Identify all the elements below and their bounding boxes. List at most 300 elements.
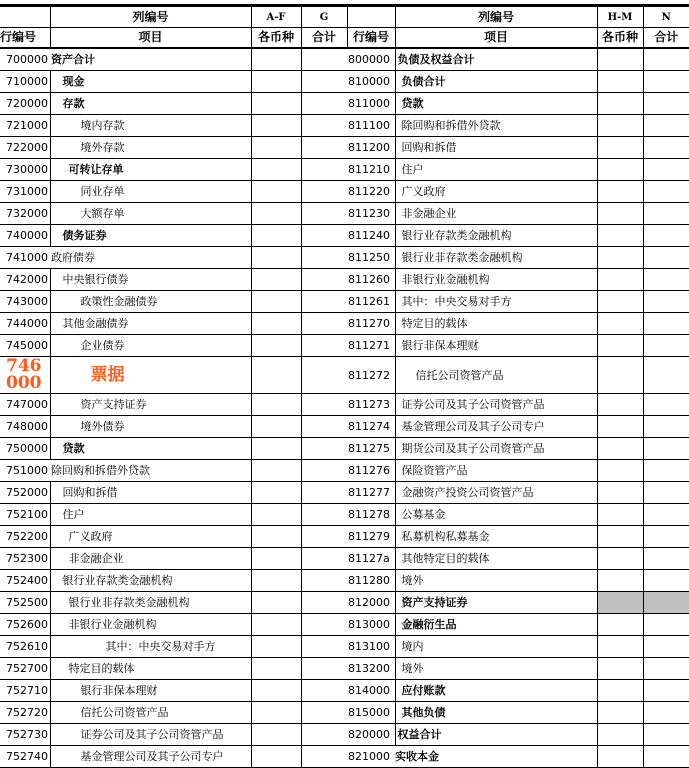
currency-cell[interactable] <box>597 137 643 159</box>
row-code-right: 811271 <box>347 335 395 357</box>
currency-cell[interactable] <box>597 548 643 570</box>
total-cell[interactable] <box>301 570 347 592</box>
table-row <box>0 416 689 438</box>
currency-cell[interactable] <box>597 438 643 460</box>
total-cell[interactable] <box>643 394 689 416</box>
total-cell[interactable] <box>643 526 689 548</box>
table-row <box>0 614 689 636</box>
currency-header-left: 各币种 <box>251 28 301 49</box>
row-item-right: 住户 <box>395 159 597 181</box>
row-code-left: 752300 <box>0 548 50 570</box>
total-cell[interactable] <box>643 335 689 357</box>
row-item-left: 境外债券 <box>50 416 251 438</box>
table-row <box>0 636 689 658</box>
corner-cell-right <box>347 6 395 28</box>
currency-cell[interactable] <box>251 225 301 247</box>
currency-cell[interactable] <box>597 658 643 680</box>
row-item-left: 境内存款 <box>50 115 251 137</box>
row-code-left: 751000 <box>0 460 50 482</box>
row-item-right: 信托公司资管产品 <box>395 357 597 394</box>
total-cell-shaded[interactable] <box>643 592 689 614</box>
row-item-right: 非金融企业 <box>395 203 597 225</box>
row-code-left: 752730 <box>0 724 50 746</box>
row-code-right: 811000 <box>347 93 395 115</box>
currency-cell[interactable] <box>251 680 301 702</box>
row-item-right: 保险资管产品 <box>395 460 597 482</box>
table-row <box>0 335 689 357</box>
row-item-left: 非金融企业 <box>50 548 251 570</box>
currency-cell[interactable] <box>597 482 643 504</box>
row-item-left: 资产合计 <box>50 48 251 71</box>
currency-cell[interactable] <box>597 702 643 724</box>
currency-cell[interactable] <box>597 504 643 526</box>
currency-cell[interactable] <box>251 137 301 159</box>
row-code-right: 811200 <box>347 137 395 159</box>
table-row <box>0 438 689 460</box>
total-cell[interactable] <box>301 115 347 137</box>
row-code-left: 745000 <box>0 335 50 357</box>
row-code-right: 811276 <box>347 460 395 482</box>
row-item-left: 广义政府 <box>50 526 251 548</box>
row-item-right: 其中：中央交易对手方 <box>395 291 597 313</box>
total-cell[interactable] <box>643 438 689 460</box>
table-row <box>0 658 689 680</box>
row-item-left: 其中：中央交易对手方 <box>50 636 251 658</box>
total-cell[interactable] <box>301 93 347 115</box>
row-item-left: 企业债券 <box>50 335 251 357</box>
row-item-left: 债务证券 <box>50 225 251 247</box>
item-header-left: 项目 <box>50 28 251 49</box>
row-item-left: 可转让存单 <box>50 159 251 181</box>
table-row <box>0 526 689 548</box>
row-code-left: 700000 <box>0 48 50 71</box>
table-row <box>0 291 689 313</box>
row-code-right: 815000 <box>347 702 395 724</box>
total-cell[interactable] <box>301 335 347 357</box>
row-item-right: 境内 <box>395 636 597 658</box>
row-code-left: 732000 <box>0 203 50 225</box>
currency-cell[interactable] <box>251 702 301 724</box>
row-code-left: 744000 <box>0 313 50 335</box>
row-item-left: 贷款 <box>50 438 251 460</box>
total-cell[interactable] <box>301 357 347 394</box>
currency-cell[interactable] <box>251 357 301 394</box>
row-item-left: 其他金融债券 <box>50 313 251 335</box>
row-item-left: 信托公司资管产品 <box>50 702 251 724</box>
total-cell[interactable] <box>643 48 689 71</box>
currency-cell[interactable] <box>251 71 301 93</box>
total-cell[interactable] <box>643 460 689 482</box>
row-item-left: 非银行业金融机构 <box>50 614 251 636</box>
row-code-right: 811270 <box>347 313 395 335</box>
row-item-right: 境外 <box>395 570 597 592</box>
currency-cell[interactable] <box>251 482 301 504</box>
row-item-right: 权益合计 <box>395 724 597 746</box>
row-no-header-left: 行编号 <box>0 28 50 49</box>
row-code-right: 811279 <box>347 526 395 548</box>
total-cell[interactable] <box>301 416 347 438</box>
row-code-left: 750000 <box>0 438 50 460</box>
currency-cell[interactable] <box>251 203 301 225</box>
currency-cell[interactable] <box>597 225 643 247</box>
currency-cell[interactable] <box>597 394 643 416</box>
total-cell[interactable] <box>301 680 347 702</box>
currency-cell[interactable] <box>251 181 301 203</box>
row-item-left: 基金管理公司及其子公司专户 <box>50 746 251 768</box>
table-row <box>0 203 689 225</box>
row-code-right: 811274 <box>347 416 395 438</box>
row-item-right: 特定目的载体 <box>395 313 597 335</box>
row-code-right: 811275 <box>347 438 395 460</box>
currency-cell[interactable] <box>251 313 301 335</box>
row-item-right: 贷款 <box>395 93 597 115</box>
total-cell[interactable] <box>643 93 689 115</box>
row-code-right: 800000 <box>347 48 395 71</box>
row-code-left: 752700 <box>0 658 50 680</box>
row-item-right: 期货公司及其子公司资管产品 <box>395 438 597 460</box>
total-cell[interactable] <box>643 291 689 313</box>
currency-cell[interactable] <box>597 724 643 746</box>
total-cell[interactable] <box>643 313 689 335</box>
row-code-left: 752610 <box>0 636 50 658</box>
currency-cell[interactable] <box>251 614 301 636</box>
currency-cell[interactable] <box>251 115 301 137</box>
row-code-left: 747000 <box>0 394 50 416</box>
table-row <box>0 115 689 137</box>
currency-cell[interactable] <box>251 159 301 181</box>
total-cell[interactable] <box>301 48 347 71</box>
currency-cell[interactable] <box>251 724 301 746</box>
total-cell[interactable] <box>643 115 689 137</box>
currency-cell[interactable] <box>597 526 643 548</box>
total-cell[interactable] <box>643 658 689 680</box>
row-item-left: 银行非保本理财 <box>50 680 251 702</box>
table-row <box>0 48 689 71</box>
currency-cell[interactable] <box>597 181 643 203</box>
table-row <box>0 137 689 159</box>
table-row <box>0 93 689 115</box>
table-row <box>0 724 689 746</box>
row-code-left: 743000 <box>0 291 50 313</box>
balance-sheet-table <box>0 4 689 768</box>
total-cell[interactable] <box>301 636 347 658</box>
row-code-left: 752000 <box>0 482 50 504</box>
row-code-right: 81127a <box>347 548 395 570</box>
total-cell[interactable] <box>643 504 689 526</box>
row-code-left-highlighted: 746000 <box>0 357 50 394</box>
currency-cell[interactable] <box>597 291 643 313</box>
currency-cell[interactable] <box>597 48 643 71</box>
currency-cell[interactable] <box>597 335 643 357</box>
currency-cell[interactable] <box>251 658 301 680</box>
row-no-header-right: 行编号 <box>347 28 395 49</box>
row-item-right: 基金管理公司及其子公司专户 <box>395 416 597 438</box>
total-cell[interactable] <box>301 504 347 526</box>
row-code-right: 811261 <box>347 291 395 313</box>
total-cell[interactable] <box>643 636 689 658</box>
row-code-right: 820000 <box>347 724 395 746</box>
row-item-left: 境外存款 <box>50 137 251 159</box>
table-row <box>0 159 689 181</box>
col-label-right: 列编号 <box>395 6 597 28</box>
row-item-left: 住户 <box>50 504 251 526</box>
row-code-left: 748000 <box>0 416 50 438</box>
row-code-left: 731000 <box>0 181 50 203</box>
total-cell[interactable] <box>301 137 347 159</box>
row-code-left: 752600 <box>0 614 50 636</box>
currency-cell[interactable] <box>251 592 301 614</box>
row-code-left: 722000 <box>0 137 50 159</box>
currency-cell[interactable] <box>597 746 643 768</box>
total-header-right: 合计 <box>643 28 689 49</box>
row-code-left: 752720 <box>0 702 50 724</box>
row-code-right: 811273 <box>347 394 395 416</box>
total-cell[interactable] <box>643 746 689 768</box>
total-cell[interactable] <box>301 592 347 614</box>
table-row <box>0 482 689 504</box>
total-cell[interactable] <box>643 71 689 93</box>
row-code-right: 811230 <box>347 203 395 225</box>
currency-cell[interactable] <box>597 570 643 592</box>
row-item-right: 回购和拆借 <box>395 137 597 159</box>
row-code-left: 720000 <box>0 93 50 115</box>
total-cell[interactable] <box>301 548 347 570</box>
total-cell[interactable] <box>643 614 689 636</box>
total-cell[interactable] <box>643 702 689 724</box>
table-row <box>0 394 689 416</box>
row-item-right: 除回购和拆借外贷款 <box>395 115 597 137</box>
total-cell[interactable] <box>301 203 347 225</box>
col-code-n: N <box>643 6 689 28</box>
row-item-left: 政府债券 <box>50 247 251 269</box>
row-item-right: 证券公司及其子公司资管产品 <box>395 394 597 416</box>
row-code-left: 730000 <box>0 159 50 181</box>
row-item-right: 银行业非存款类金融机构 <box>395 247 597 269</box>
row-code-left: 741000 <box>0 247 50 269</box>
total-cell[interactable] <box>301 247 347 269</box>
total-cell[interactable] <box>301 526 347 548</box>
row-item-left: 特定目的载体 <box>50 658 251 680</box>
currency-cell[interactable] <box>597 269 643 291</box>
row-item-right: 金融资产投资公司资管产品 <box>395 482 597 504</box>
item-header-right: 项目 <box>395 28 597 49</box>
currency-cell[interactable] <box>251 394 301 416</box>
row-item-right: 公募基金 <box>395 504 597 526</box>
currency-cell[interactable] <box>251 570 301 592</box>
total-cell[interactable] <box>643 269 689 291</box>
row-code-right: 813000 <box>347 614 395 636</box>
total-cell[interactable] <box>643 181 689 203</box>
row-item-left: 同业存单 <box>50 181 251 203</box>
row-code-right: 811250 <box>347 247 395 269</box>
row-item-left: 银行业存款类金融机构 <box>50 570 251 592</box>
total-cell[interactable] <box>643 137 689 159</box>
row-code-right: 811210 <box>347 159 395 181</box>
currency-cell[interactable] <box>597 636 643 658</box>
total-cell[interactable] <box>301 269 347 291</box>
row-code-right: 812000 <box>347 592 395 614</box>
row-code-right: 821000 <box>347 746 395 768</box>
currency-cell[interactable] <box>251 269 301 291</box>
row-item-right: 银行非保本理财 <box>395 335 597 357</box>
row-code-left: 721000 <box>0 115 50 137</box>
total-cell[interactable] <box>643 357 689 394</box>
row-code-right: 811277 <box>347 482 395 504</box>
row-code-right: 811220 <box>347 181 395 203</box>
total-cell[interactable] <box>643 482 689 504</box>
row-item-left: 大额存单 <box>50 203 251 225</box>
col-code-h-m: H-M <box>597 6 643 28</box>
row-item-right: 金融衍生品 <box>395 614 597 636</box>
total-cell[interactable] <box>301 313 347 335</box>
row-item-left-highlighted: 票据 <box>50 357 251 394</box>
row-code-left: 740000 <box>0 225 50 247</box>
row-item-right: 资产支持证券 <box>395 592 597 614</box>
row-code-right: 811260 <box>347 269 395 291</box>
currency-cell[interactable] <box>251 746 301 768</box>
total-cell[interactable] <box>643 548 689 570</box>
currency-cell[interactable] <box>597 247 643 269</box>
table-row <box>0 570 689 592</box>
currency-cell[interactable] <box>597 115 643 137</box>
col-code-g: G <box>301 6 347 28</box>
total-cell[interactable] <box>643 247 689 269</box>
table-row-highlighted <box>0 357 689 394</box>
row-code-left: 742000 <box>0 269 50 291</box>
currency-cell[interactable] <box>251 247 301 269</box>
total-cell[interactable] <box>643 724 689 746</box>
row-item-right: 负债及权益合计 <box>395 48 597 71</box>
total-cell[interactable] <box>301 460 347 482</box>
currency-cell[interactable] <box>251 548 301 570</box>
currency-header-right: 各币种 <box>597 28 643 49</box>
currency-cell[interactable] <box>251 460 301 482</box>
currency-cell[interactable] <box>597 357 643 394</box>
header-row-column-codes <box>0 6 689 28</box>
row-item-right: 负债合计 <box>395 71 597 93</box>
total-cell[interactable] <box>301 658 347 680</box>
currency-cell-shaded[interactable] <box>597 592 643 614</box>
row-item-right: 应付账款 <box>395 680 597 702</box>
table-row <box>0 702 689 724</box>
total-cell[interactable] <box>301 71 347 93</box>
currency-cell[interactable] <box>251 504 301 526</box>
table-row <box>0 504 689 526</box>
currency-cell[interactable] <box>251 636 301 658</box>
table-row <box>0 225 689 247</box>
row-item-left: 证券公司及其子公司资管产品 <box>50 724 251 746</box>
currency-cell[interactable] <box>597 614 643 636</box>
corner-cell <box>0 6 50 28</box>
currency-cell[interactable] <box>251 526 301 548</box>
col-code-a-f: A-F <box>251 6 301 28</box>
row-code-right: 810000 <box>347 71 395 93</box>
row-code-right: 811280 <box>347 570 395 592</box>
currency-cell[interactable] <box>597 313 643 335</box>
table-row <box>0 592 689 614</box>
row-code-right: 811272 <box>347 357 395 394</box>
currency-cell[interactable] <box>597 93 643 115</box>
total-cell[interactable] <box>301 438 347 460</box>
row-item-right: 其他负债 <box>395 702 597 724</box>
row-item-left: 资产支持证券 <box>50 394 251 416</box>
currency-cell[interactable] <box>251 438 301 460</box>
total-cell[interactable] <box>301 614 347 636</box>
total-cell[interactable] <box>643 416 689 438</box>
currency-cell[interactable] <box>597 680 643 702</box>
row-item-left: 现金 <box>50 71 251 93</box>
currency-cell[interactable] <box>251 416 301 438</box>
row-item-right: 实收本金 <box>395 746 597 768</box>
currency-cell[interactable] <box>597 71 643 93</box>
currency-cell[interactable] <box>597 159 643 181</box>
table-row <box>0 746 689 768</box>
header-row-titles <box>0 28 689 49</box>
currency-cell[interactable] <box>251 291 301 313</box>
row-item-right: 广义政府 <box>395 181 597 203</box>
row-item-left: 存款 <box>50 93 251 115</box>
row-item-right: 境外 <box>395 658 597 680</box>
table-row <box>0 680 689 702</box>
total-cell[interactable] <box>643 570 689 592</box>
row-item-left: 除回购和拆借外贷款 <box>50 460 251 482</box>
total-cell[interactable] <box>643 680 689 702</box>
total-cell[interactable] <box>643 225 689 247</box>
total-cell[interactable] <box>301 394 347 416</box>
row-code-left: 752400 <box>0 570 50 592</box>
table-row <box>0 548 689 570</box>
total-cell[interactable] <box>301 702 347 724</box>
row-code-left: 752100 <box>0 504 50 526</box>
table-row <box>0 460 689 482</box>
currency-cell[interactable] <box>597 203 643 225</box>
total-cell[interactable] <box>301 482 347 504</box>
total-cell[interactable] <box>301 181 347 203</box>
table-row <box>0 71 689 93</box>
row-item-right: 非银行业金融机构 <box>395 269 597 291</box>
row-item-left: 中央银行债券 <box>50 269 251 291</box>
row-item-left: 政策性金融债券 <box>50 291 251 313</box>
row-code-left: 752710 <box>0 680 50 702</box>
total-cell[interactable] <box>301 746 347 768</box>
table-row <box>0 247 689 269</box>
table-row <box>0 269 689 291</box>
row-item-left: 银行业非存款类金融机构 <box>50 592 251 614</box>
currency-cell[interactable] <box>597 460 643 482</box>
col-label-left: 列编号 <box>50 6 251 28</box>
currency-cell[interactable] <box>251 48 301 71</box>
row-code-left: 752200 <box>0 526 50 548</box>
table-row <box>0 313 689 335</box>
row-code-right: 814000 <box>347 680 395 702</box>
total-cell[interactable] <box>643 203 689 225</box>
currency-cell[interactable] <box>251 335 301 357</box>
row-item-right: 私募机构私募基金 <box>395 526 597 548</box>
table-row <box>0 181 689 203</box>
row-item-right: 其他特定目的载体 <box>395 548 597 570</box>
total-cell[interactable] <box>301 724 347 746</box>
currency-cell[interactable] <box>251 93 301 115</box>
total-cell[interactable] <box>643 159 689 181</box>
row-item-right: 银行业存款类金融机构 <box>395 225 597 247</box>
row-code-right: 811240 <box>347 225 395 247</box>
total-cell[interactable] <box>301 159 347 181</box>
row-code-right: 811278 <box>347 504 395 526</box>
currency-cell[interactable] <box>597 416 643 438</box>
total-cell[interactable] <box>301 225 347 247</box>
row-code-left: 752740 <box>0 746 50 768</box>
total-cell[interactable] <box>301 291 347 313</box>
